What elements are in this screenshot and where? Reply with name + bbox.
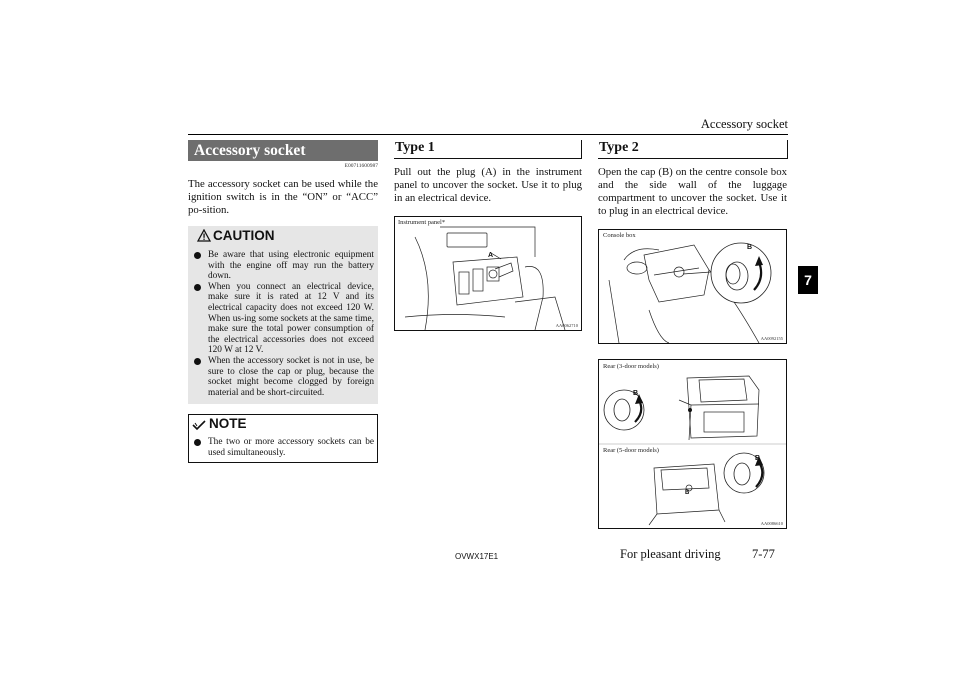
- caution-title: CAUTION: [213, 228, 275, 243]
- figure-code: AA0086610: [760, 521, 783, 526]
- note-list: [194, 437, 374, 458]
- caution-item-text: When the accessory socket is not in use, be sure to close the cap or plug, because the socket might become clogged by foreign material and be short-circuited.: [208, 355, 374, 398]
- section-intro: The accessory socket can be used while the ignition switch is in the “ON” or “ACC” po-sition.: [188, 178, 378, 216]
- type2-heading: Type 2: [599, 140, 639, 155]
- callout-b-upper: B: [633, 390, 639, 397]
- figure-label-top: Rear (3-door models): [603, 363, 659, 370]
- type1-heading: Type 1: [395, 140, 435, 155]
- figure-console-box: [598, 229, 787, 344]
- bullet-icon: [194, 439, 201, 446]
- caution-item: [194, 356, 374, 398]
- note-item-text: The two or more accessory sockets can be used simultaneously.: [208, 437, 374, 458]
- bullet-icon: [194, 284, 201, 291]
- rear-luggage-drawing: [599, 360, 786, 528]
- caution-item-text: When you connect an electrical device, make sure it is rated at 12 V and its electrical capacity does not exceed 120 W. When us-ing some sockets at the same time, make sure the total power consumption of the electrical accessories does not exceed 120 W at 12 V.: [208, 281, 374, 356]
- running-header-title: Accessory socket: [700, 117, 788, 131]
- caution-item: [194, 282, 374, 356]
- warning-triangle-icon: [197, 229, 211, 247]
- note-title: NOTE: [209, 416, 247, 431]
- bullet-icon: [194, 358, 201, 365]
- page-number: 7-77: [752, 547, 775, 561]
- figure-code: AA0092155: [760, 336, 783, 341]
- callout-a: A: [488, 252, 494, 259]
- callout-b-inset: B: [685, 490, 690, 496]
- footer-code: OVWX17E1: [455, 552, 499, 561]
- callout-b-lower: B: [755, 455, 761, 462]
- figure-label-bottom: Rear (5-door models): [603, 447, 659, 454]
- chapter-tab[interactable]: 7: [798, 266, 818, 294]
- type1-text: Pull out the plug (A) in the instrument panel to uncover the socket. Use it to plug in an electrical device.: [394, 166, 582, 204]
- footer-section: For pleasant driving: [620, 547, 721, 561]
- callout-b: B: [747, 244, 753, 251]
- section-heading: Accessory socket: [188, 140, 378, 161]
- type2-text: Open the cap (B) on the centre console box and the side wall of the luggage compartment to uncover the socket. Use it to plug in an electrical device.: [598, 166, 787, 217]
- note-item: [194, 437, 374, 458]
- bullet-icon: [194, 252, 201, 259]
- caution-item-text: Be aware that using electronic equipment with the engine off may run the battery down.: [208, 250, 374, 282]
- header-rule: [188, 134, 788, 135]
- caution-list: [194, 250, 374, 398]
- figure-code: AA0062710: [555, 323, 578, 328]
- section-code: E00711600987: [344, 163, 378, 169]
- figure-instrument-panel: [394, 216, 582, 331]
- figure-label: Console box: [603, 232, 636, 239]
- note-check-icon: [192, 418, 206, 436]
- instrument-panel-drawing: [395, 217, 581, 330]
- console-box-drawing: [599, 230, 786, 343]
- figure-rear-luggage: [598, 359, 787, 529]
- figure-label: Instrument panel*: [398, 219, 446, 226]
- caution-item: [194, 250, 374, 282]
